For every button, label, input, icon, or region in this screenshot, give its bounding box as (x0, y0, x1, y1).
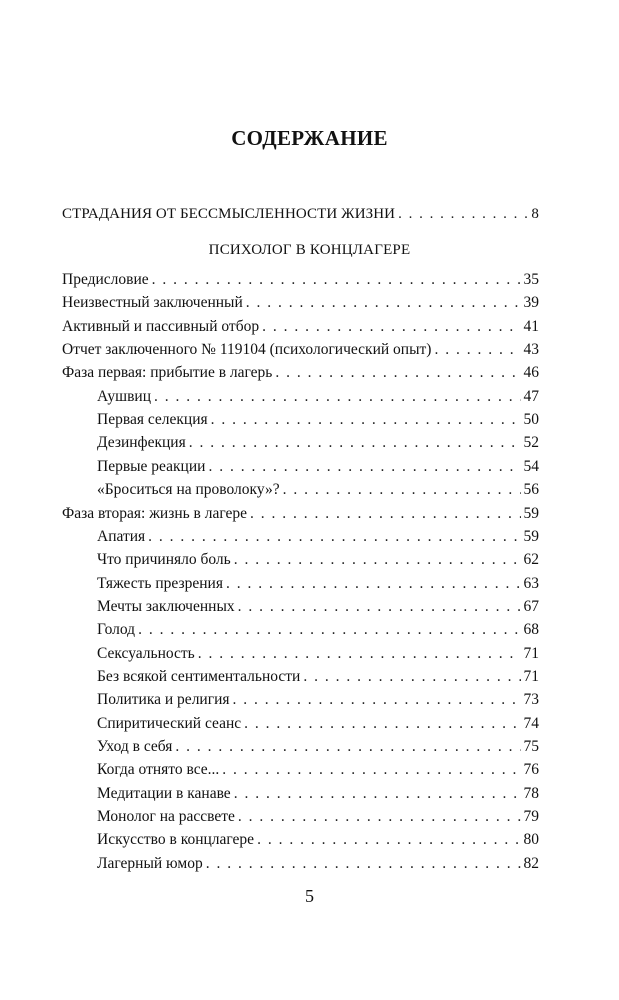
dot-leader (234, 782, 521, 806)
toc-entry-label: Фаза первая: прибытие в лагерь (62, 364, 273, 382)
toc-entry-page: 79 (523, 808, 539, 826)
toc-entry[interactable] (97, 548, 539, 572)
dot-leader (434, 338, 520, 362)
toc-entry[interactable] (62, 315, 539, 339)
toc-entry-label: Отчет заключенного № 119104 (психологический опыт) (62, 341, 432, 359)
toc-entry[interactable] (97, 828, 539, 852)
dot-leader (238, 595, 521, 619)
toc-entry[interactable] (97, 642, 539, 666)
toc-entry-label: Тяжесть презрения (97, 574, 223, 592)
toc-entry[interactable] (97, 595, 539, 619)
toc-entry-page: 8 (531, 206, 539, 222)
toc-entry-label: Мечты заключенных (97, 597, 235, 615)
toc-entry[interactable] (97, 455, 539, 479)
toc-entry-label: Предисловие (62, 271, 149, 288)
dot-leader (152, 268, 521, 292)
toc-entry-label: «Броситься на проволоку»? (97, 481, 280, 499)
toc-entry[interactable] (97, 735, 539, 759)
toc-entry-label: Неизвестный заключенный (62, 294, 243, 312)
toc-entry[interactable] (97, 478, 539, 502)
dot-leader (222, 758, 520, 782)
toc-entry-page: 35 (523, 271, 539, 288)
toc-entry-label: Активный и пассивный отбор (62, 317, 260, 335)
toc-entry-label: Апатия (97, 527, 146, 545)
toc-entry-page: 71 (523, 644, 539, 662)
dot-leader (189, 431, 521, 455)
toc-entry-page: 67 (523, 597, 539, 615)
toc-entry-label: Политика и религия (97, 691, 230, 709)
toc-entry[interactable] (97, 385, 539, 409)
toc-entry[interactable] (97, 572, 539, 596)
toc-entry[interactable] (62, 268, 539, 292)
toc-entry-label: Фаза вторая: жизнь в лагере (62, 504, 248, 522)
toc-entry-label: Что причиняло боль (97, 551, 231, 569)
toc-entry-page: 75 (523, 738, 539, 755)
toc-entry-page: 74 (523, 714, 539, 732)
dot-leader (138, 618, 520, 642)
dot-leader (398, 202, 528, 226)
toc-entry[interactable] (97, 618, 539, 642)
dot-leader (275, 361, 520, 385)
dot-leader (234, 548, 521, 572)
dot-leader (226, 572, 521, 596)
toc-entry-page: 47 (523, 387, 539, 405)
toc-entry-page: 43 (523, 341, 539, 359)
dot-leader (148, 525, 520, 549)
toc-entry-page: 39 (523, 294, 539, 312)
toc-entry-label: Монолог на рассвете (97, 808, 235, 826)
page-title: СОДЕРЖАНИЕ (231, 126, 388, 150)
dot-leader (262, 315, 520, 339)
dot-leader (283, 478, 521, 502)
toc-entry-label: Дезинфекция (97, 434, 186, 452)
toc-entry[interactable] (62, 502, 539, 526)
toc-entry-page: 56 (523, 481, 539, 499)
toc-entry[interactable] (62, 291, 539, 315)
toc-entry[interactable] (97, 852, 539, 876)
toc-entry-label: Спиритический сеанс (97, 714, 242, 732)
toc-entry-page: 54 (523, 457, 539, 475)
toc-entry[interactable] (97, 782, 539, 806)
dot-leader (211, 408, 521, 432)
section-title: ПСИХОЛОГ В КОНЦЛАГЕРЕ (208, 242, 411, 258)
toc-entry-page: 78 (523, 784, 539, 802)
toc-entry-label: Медитации в канаве (97, 784, 231, 802)
toc-entry-page: 59 (523, 504, 539, 522)
toc-entry-label: Лагерный юмор (97, 854, 203, 872)
toc-entry-label: Без всякой сентиментальности (97, 667, 301, 685)
toc-entry-page: 62 (523, 551, 539, 569)
toc-entry[interactable] (97, 431, 539, 455)
toc-entry-label: Аушвиц (97, 387, 152, 405)
toc-entry-main[interactable] (62, 202, 539, 226)
dot-leader (250, 502, 520, 526)
toc-entry-page: 73 (523, 691, 539, 709)
dot-leader (238, 805, 521, 829)
toc-entry-page: 50 (523, 411, 539, 429)
toc-entry-page: 59 (523, 527, 539, 545)
toc-entry-label: Когда отнято все... (97, 761, 220, 779)
dot-leader (246, 291, 521, 315)
toc-entry[interactable] (62, 338, 539, 362)
dot-leader (154, 385, 520, 409)
toc-entry-page: 46 (523, 364, 539, 382)
toc-entry-label: Уход в себя (97, 738, 173, 755)
toc-entry[interactable] (97, 805, 539, 829)
toc-entry[interactable] (97, 408, 539, 432)
toc-entry-label: Сексуальность (97, 644, 195, 662)
toc-entry-label: Искусство в концлагере (97, 831, 255, 849)
toc-entry[interactable] (62, 361, 539, 385)
toc-entry-page: 68 (523, 621, 539, 639)
dot-leader (198, 642, 521, 666)
toc-entry[interactable] (97, 688, 539, 712)
toc-entry-page: 63 (523, 574, 539, 592)
toc-entry-page: 71 (523, 667, 539, 685)
dot-leader (303, 665, 520, 689)
dot-leader (206, 852, 521, 876)
toc-entry-label: Голод (97, 621, 136, 639)
toc-entry-page: 41 (523, 317, 539, 335)
toc-entry[interactable] (97, 665, 539, 689)
page-number: 5 (305, 886, 314, 906)
toc-entry-label: Первая селекция (97, 411, 208, 429)
dot-leader (257, 828, 520, 852)
toc-entry[interactable] (97, 525, 539, 549)
toc-entry-label: Первые реакции (97, 457, 206, 475)
dot-leader (244, 712, 520, 736)
toc-entry[interactable] (97, 758, 539, 782)
toc-entry-page: 80 (523, 831, 539, 849)
dot-leader (233, 688, 521, 712)
toc-entry-page: 82 (523, 854, 539, 872)
toc-entry-label: СТРАДАНИЯ ОТ БЕССМЫСЛЕННОСТИ ЖИЗНИ (62, 206, 396, 222)
dot-leader (208, 455, 520, 479)
toc-entry[interactable] (97, 712, 539, 736)
toc-entry-page: 52 (523, 434, 539, 452)
dot-leader (175, 735, 520, 759)
toc-entry-page: 76 (523, 761, 539, 779)
